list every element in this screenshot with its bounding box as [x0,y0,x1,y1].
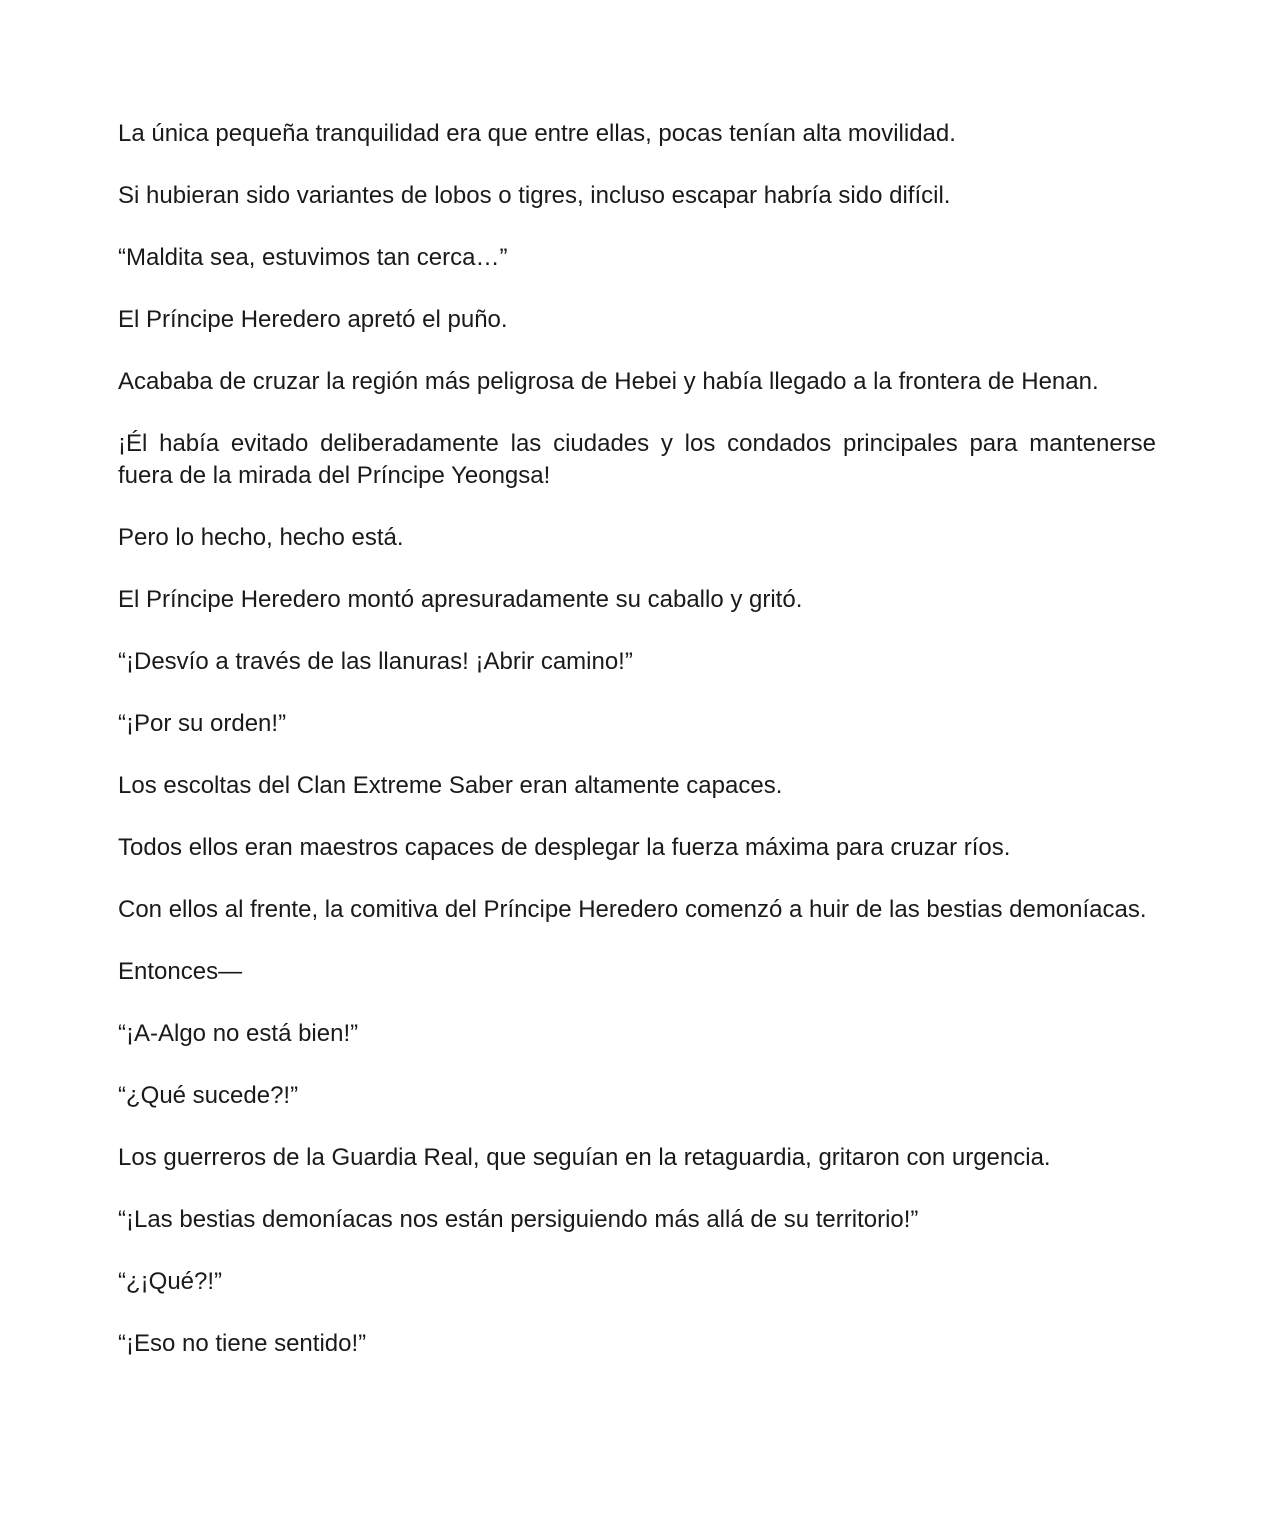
paragraph-9: “¡Desvío a través de las llanuras! ¡Abrir camino!” [118,648,633,675]
paragraph-5: Acababa de cruzar la región más peligrosa de Hebei y había llegado a la frontera de Henan. [118,368,1099,395]
paragraph-12: Todos ellos eran maestros capaces de desplegar la fuerza máxima para cruzar ríos. [118,834,1011,861]
paragraph-19: “¿¡Qué?!” [118,1268,223,1295]
paragraph-20: “¡Eso no tiene sentido!” [118,1330,367,1357]
paragraph-2: Si hubieran sido variantes de lobos o tigres, incluso escapar habría sido difícil. [118,182,951,209]
paragraph-13: Con ellos al frente, la comitiva del Príncipe Heredero comenzó a huir de las bestias demoníacas. [118,896,1147,923]
paragraph-11: Los escoltas del Clan Extreme Saber eran altamente capaces. [118,772,783,799]
paragraph-3: “Maldita sea, estuvimos tan cerca…” [118,244,508,271]
paragraph-16: “¿Qué sucede?!” [118,1082,299,1109]
paragraph-4: El Príncipe Heredero apretó el puño. [118,306,508,333]
paragraph-15: “¡A-Algo no está bien!” [118,1020,359,1047]
paragraph-17: Los guerreros de la Guardia Real, que seguían en la retaguardia, gritaron con urgencia. [118,1144,1051,1171]
paragraph-7: Pero lo hecho, hecho está. [118,524,404,551]
paragraph-10: “¡Por su orden!” [118,710,287,737]
paragraph-14: Entonces— [118,958,243,985]
document-page [118,118,1156,1390]
paragraph-18: “¡Las bestias demoníacas nos están persiguiendo más allá de su territorio!” [118,1206,919,1233]
paragraph-6: ¡Él había evitado deliberadamente las ciudades y los condados principales para mantenerse fuera de la mirada del Príncipe Yeongsa! [118,430,1156,489]
paragraph-1: La única pequeña tranquilidad era que entre ellas, pocas tenían alta movilidad. [118,120,956,147]
paragraph-8: El Príncipe Heredero montó apresuradamente su caballo y gritó. [118,586,803,613]
